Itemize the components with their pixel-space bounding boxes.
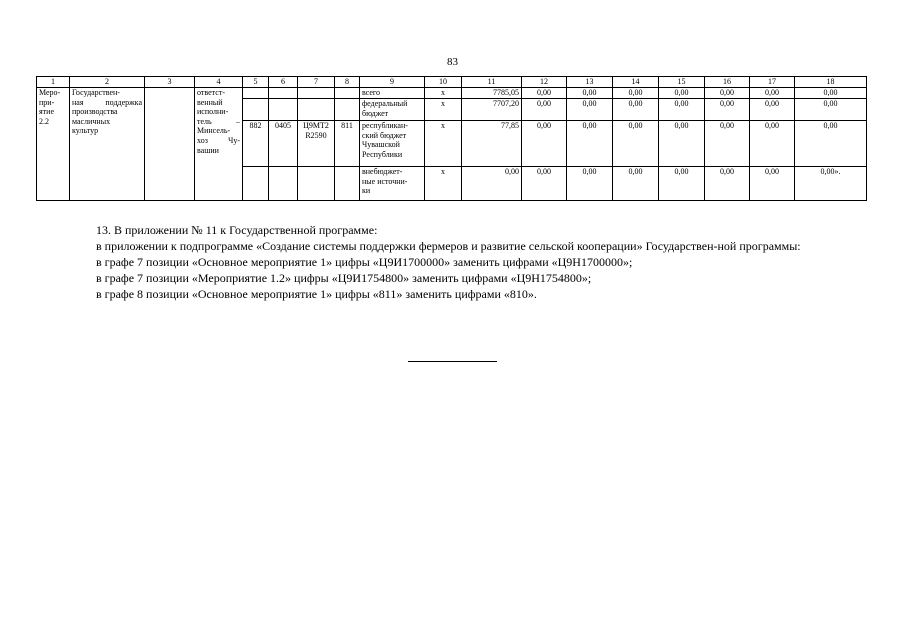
event-number-cell: Меро- при- ятие 2.2 <box>37 88 70 201</box>
empty-cell <box>335 167 360 201</box>
header-cell: 12 <box>522 77 567 88</box>
value-cell: 0,00 <box>567 99 613 121</box>
funding-source-cell: республикан- ский бюджет Чувашской Республики <box>360 121 425 167</box>
code-cell: 882 <box>243 121 269 167</box>
header-cell: 1 <box>37 77 70 88</box>
header-cell: 14 <box>613 77 659 88</box>
paragraph: в графе 7 позиции «Основное мероприятие 1» цифры «Ц9И1700000» заменить цифрами «Ц9Н1700000»; <box>96 255 633 269</box>
header-cell: 11 <box>462 77 522 88</box>
funding-source-cell: всего <box>360 88 425 99</box>
empty-cell <box>298 99 335 121</box>
value-cell: 0,00 <box>567 121 613 167</box>
value-cell: 0,00 <box>705 99 750 121</box>
page-number: 83 <box>447 56 458 68</box>
header-cell: 8 <box>335 77 360 88</box>
value-cell: 0,00 <box>795 88 867 99</box>
value-cell: 0,00 <box>659 167 705 201</box>
header-cell: 18 <box>795 77 867 88</box>
header-cell: 13 <box>567 77 613 88</box>
separator-line <box>408 361 497 362</box>
paragraph: 13. В приложении № 11 к Государственной программе: <box>96 223 378 237</box>
header-cell: 17 <box>750 77 795 88</box>
value-cell: 0,00 <box>705 88 750 99</box>
value-cell: 0,00 <box>659 121 705 167</box>
value-cell: 0,00 <box>795 99 867 121</box>
value-cell: 0,00 <box>613 121 659 167</box>
value-cell: 0,00 <box>522 121 567 167</box>
value-cell: 0,00 <box>613 99 659 121</box>
code-cell: 811 <box>335 121 360 167</box>
value-cell: 0,00 <box>522 99 567 121</box>
value-cell: 7707,20 <box>462 99 522 121</box>
header-row <box>37 77 867 88</box>
header-cell: 9 <box>360 77 425 88</box>
code-cell: Ц9МТ2 R2590 <box>298 121 335 167</box>
empty-cell <box>298 167 335 201</box>
value-cell: 0,00 <box>659 88 705 99</box>
value-cell: 0,00 <box>795 121 867 167</box>
value-cell: 0,00 <box>522 167 567 201</box>
header-cell: 15 <box>659 77 705 88</box>
header-cell: 16 <box>705 77 750 88</box>
header-cell: 10 <box>425 77 462 88</box>
value-cell: 0,00 <box>522 88 567 99</box>
value-cell: 0,00 <box>613 88 659 99</box>
value-cell: 0,00 <box>750 88 795 99</box>
empty-cell <box>335 88 360 99</box>
value-cell: 0,00 <box>462 167 522 201</box>
empty-cell <box>243 167 269 201</box>
x-cell: х <box>425 99 462 121</box>
empty-cell <box>335 99 360 121</box>
value-cell: 0,00». <box>795 167 867 201</box>
header-cell: 3 <box>145 77 195 88</box>
program-table <box>36 76 867 201</box>
value-cell: 0,00 <box>750 167 795 201</box>
funding-source-cell: федеральный бюджет <box>360 99 425 121</box>
funding-source-cell: внебюджет- ные источни- ки <box>360 167 425 201</box>
amendment-text <box>62 222 852 302</box>
value-cell: 0,00 <box>750 121 795 167</box>
value-cell: 0,00 <box>705 167 750 201</box>
empty-cell <box>145 88 195 201</box>
value-cell: 77,85 <box>462 121 522 167</box>
x-cell: х <box>425 121 462 167</box>
header-cell: 7 <box>298 77 335 88</box>
event-name-cell: Государствен- ная поддержка производства масличных культур <box>70 88 145 201</box>
paragraph: в графе 8 позиции «Основное мероприятие 1» цифры «811» заменить цифрами «810». <box>96 287 537 301</box>
value-cell: 0,00 <box>613 167 659 201</box>
empty-cell <box>269 167 298 201</box>
x-cell: х <box>425 88 462 99</box>
empty-cell <box>243 88 269 99</box>
empty-cell <box>269 88 298 99</box>
x-cell: х <box>425 167 462 201</box>
executor-cell: ответст- венный исполни- тель – Минсель- хоз Чу- вашии <box>195 88 243 201</box>
header-cell: 4 <box>195 77 243 88</box>
header-cell: 6 <box>269 77 298 88</box>
value-cell: 0,00 <box>567 167 613 201</box>
empty-cell <box>243 99 269 121</box>
header-cell: 5 <box>243 77 269 88</box>
value-cell: 0,00 <box>705 121 750 167</box>
value-cell: 7785,05 <box>462 88 522 99</box>
empty-cell <box>269 99 298 121</box>
value-cell: 0,00 <box>750 99 795 121</box>
paragraph: в графе 7 позиции «Мероприятие 1.2» цифры «Ц9И1754800» заменить цифрами «Ц9Н1754800»; <box>96 271 592 285</box>
table-row <box>37 88 867 99</box>
header-cell: 2 <box>70 77 145 88</box>
value-cell: 0,00 <box>659 99 705 121</box>
empty-cell <box>298 88 335 99</box>
value-cell: 0,00 <box>567 88 613 99</box>
code-cell: 0405 <box>269 121 298 167</box>
paragraph: в приложении к подпрограмме «Создание системы поддержки фермеров и развитие сельской кооперации» Государствен-ной программы: <box>96 239 801 253</box>
